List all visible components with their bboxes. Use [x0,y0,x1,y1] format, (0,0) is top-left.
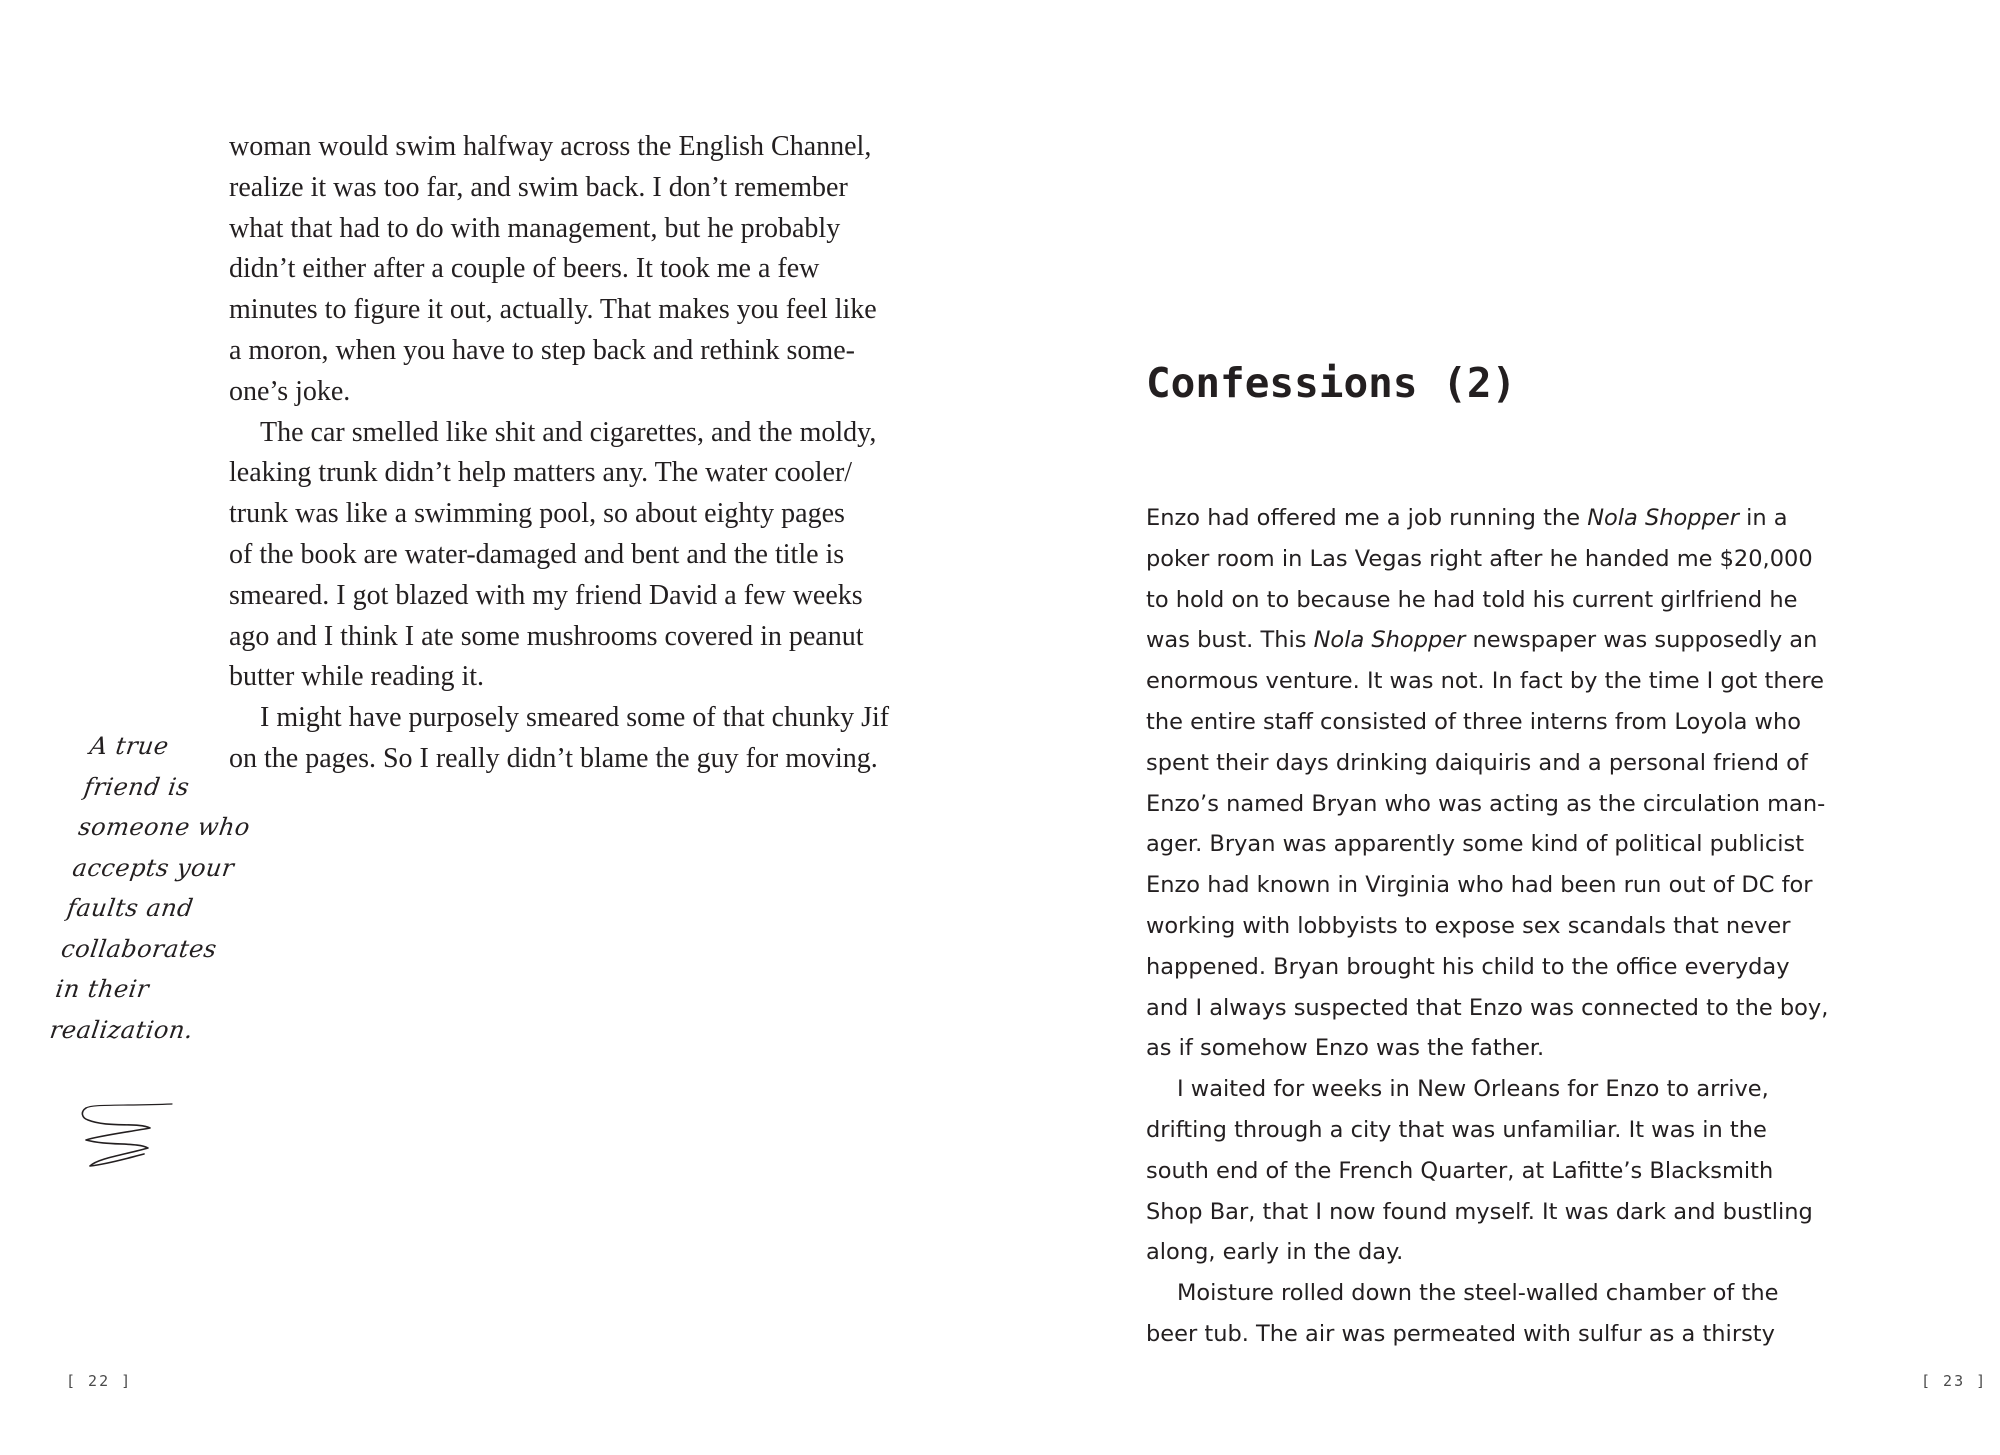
margin-quote-line: in their [53,975,151,1003]
body-text-run: Enzo had offered me a job running the [1146,505,1588,531]
left-page-body-text [229,127,909,780]
body-text-run: in a [1738,505,1788,531]
body-line [1146,988,1846,1029]
margin-quote-line: faults and [65,894,196,922]
body-line [1146,743,1846,784]
body-line [1146,620,1846,661]
margin-quote-line: friend is [82,772,192,801]
margin-quote-line: realization. [48,1015,196,1044]
margin-quote [47,726,252,1050]
body-text-run: newspaper was supposedly an [1465,627,1818,654]
chapter-title: Confessions (2) [1146,359,1517,407]
body-line [1146,1192,1846,1233]
body-text-run: Enzo had known in Virginia who had been run out of DC for [1146,872,1813,899]
body-line: The car smelled like shit and cigarettes, and the moldy, [260,416,877,448]
body-text-run: enormous venture. It was not. In fact by the time I got there [1146,668,1825,695]
body-line [1146,1273,1846,1314]
body-line: I might have purposely smeared some of that chunky Jif [260,702,890,734]
body-line: woman would swim halfway across the English Channel, [229,131,872,162]
body-text-run: was bust. This [1146,627,1314,654]
body-line: a moron, when you have to step back and rethink some- [229,334,855,366]
body-line [1146,1151,1846,1192]
body-text-run: beer tub. The air was permeated with sulfur as a thirsty [1146,1320,1775,1347]
body-line [1146,580,1846,621]
body-line: realize it was too far, and swim back. I don’t remember [229,171,848,203]
body-text-run: ager. Bryan was apparently some kind of political publicist [1146,831,1805,858]
body-text-run: spent their days drinking daiquiris and a personal friend of [1146,749,1808,776]
body-text-run: as if somehow Enzo was the father. [1146,1035,1545,1062]
body-text-run: the entire staff consisted of three interns from Loyola who [1146,708,1801,735]
body-line [1146,865,1846,906]
body-line [1146,1110,1846,1151]
margin-quote-line: accepts your [70,853,237,882]
body-line [1146,1028,1846,1069]
body-line: leaking trunk didn’t help matters any. The water cooler/ [229,457,853,489]
body-text-run: drifting through a city that was unfamiliar. It was in the [1146,1116,1767,1143]
body-text-run: poker room in Las Vegas right after he handed me $20,000 [1146,545,1813,572]
body-text-run: Enzo’s named Bryan who was acting as the circulation man- [1146,790,1826,817]
body-text-run: Shop Bar, that I now found myself. It was dark and bustling [1146,1198,1813,1225]
page-number-right: [ 23 ] [1921,1372,1988,1390]
body-text-run: I waited for weeks in New Orleans for Enzo to arrive, [1177,1076,1769,1103]
body-line: on the pages. So I really didn’t blame the guy for moving. [229,742,878,774]
body-line [1146,702,1846,743]
scribble-flourish-icon [78,1102,178,1172]
body-text-run: to hold on to because he had told his current girlfriend he [1146,586,1798,613]
body-line: trunk was like a swimming pool, so about eighty pages [229,498,845,530]
body-text-run: south end of the French Quarter, at Lafitte’s Blacksmith [1146,1157,1774,1184]
body-line [1146,661,1846,702]
body-line [1146,1314,1846,1355]
body-line: smeared. I got blazed with my friend David a few weeks [229,579,863,611]
margin-quote-line: collaborates [59,934,219,963]
right-page [1000,0,2000,1455]
margin-quote-line: someone who [76,813,252,841]
body-line: of the book are water-damaged and bent and the title is [229,538,845,570]
body-line [1146,784,1846,825]
body-line: butter while reading it. [229,661,485,693]
body-line [1146,1232,1846,1273]
body-text-run: happened. Bryan brought his child to the office everyday [1146,953,1790,980]
body-line [1146,824,1846,865]
body-line: what that had to do with management, but he probably [229,212,841,244]
italic-title-text: Nola Shopper [1313,627,1466,654]
body-line [1146,498,1846,539]
body-text-run: Moisture rolled down the steel-walled chamber of the [1177,1280,1779,1307]
body-line: minutes to figure it out, actually. That makes you feel like [229,294,877,326]
body-line: one’s joke. [229,375,351,407]
body-line [1146,906,1846,947]
body-line [1146,947,1846,988]
margin-quote-line: A true [87,732,171,760]
body-text-run: along, early in the day. [1146,1239,1404,1266]
body-line: didn’t either after a couple of beers. It took me a few [229,253,820,285]
right-page-body-text [1146,498,1846,1355]
page-number-left: [ 22 ] [66,1372,133,1390]
italic-title-text: Nola Shopper [1587,505,1739,531]
body-line [1146,1069,1846,1110]
body-text-run: and I always suspected that Enzo was connected to the boy, [1146,994,1829,1021]
body-line: ago and I think I ate some mushrooms covered in peanut [229,620,864,652]
body-line [1146,539,1846,580]
body-text-run: working with lobbyists to expose sex scandals that never [1146,912,1791,939]
